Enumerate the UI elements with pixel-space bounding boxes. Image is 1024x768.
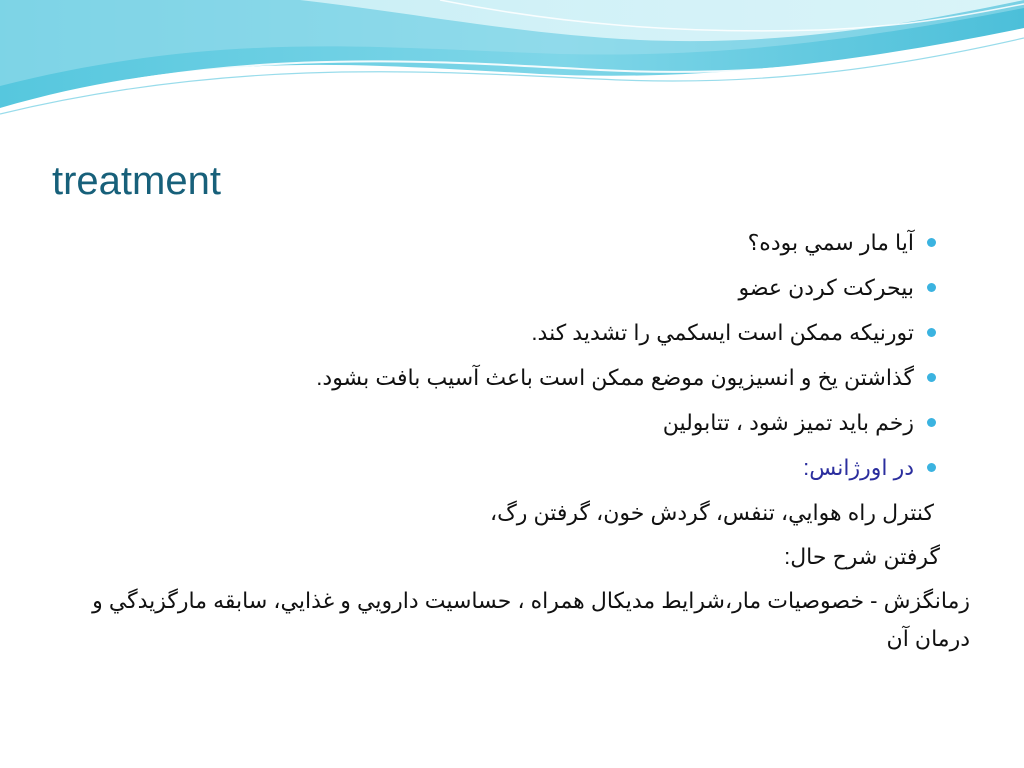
bullet-dot-icon [927, 238, 936, 247]
bullet-text: بيحرکت کردن عضو [738, 275, 914, 300]
bullet-item-emergency [80, 449, 940, 494]
bullet-item [80, 359, 940, 404]
slide-body [80, 224, 970, 658]
bullet-dot-icon [927, 373, 936, 382]
bullet-text: گذاشتن يخ و انسيزيون موضع ممکن است باعث آسيب بافت بشود. [316, 365, 914, 390]
history-heading-line: گرفتن شرح حال: [784, 544, 940, 569]
header-wave-decoration [0, 0, 1024, 120]
bullet-text: آيا مار سمي بوده؟ [747, 230, 914, 255]
bullet-text: زخم بايد تميز شود ، تتابولين [662, 410, 914, 435]
bullet-text: تورنيکه ممکن است ايسکمي را تشديد کند. [531, 320, 914, 345]
bullet-item [80, 269, 940, 314]
bullet-dot-icon [927, 283, 936, 292]
slide-title: treatment [52, 159, 221, 203]
bullet-item [80, 224, 940, 269]
bullet-item [80, 314, 940, 359]
bullet-dot-icon [927, 328, 936, 337]
bullet-dot-icon [927, 418, 936, 427]
history-details-line: زمانگزش - خصوصيات مار،شرايط مديکال همراه ، حساسيت دارويي و غذايي، سابقه مارگزيدگي و درمان آن [92, 588, 970, 651]
bullet-dot-icon [927, 463, 936, 472]
emergency-care-line: کنترل راه هوايي، تنفس، گردش خون، گرفتن رگ، [489, 500, 934, 525]
bullet-item [80, 404, 940, 449]
bullet-text: در اورژانس: [803, 455, 914, 480]
bullet-list [80, 224, 940, 494]
